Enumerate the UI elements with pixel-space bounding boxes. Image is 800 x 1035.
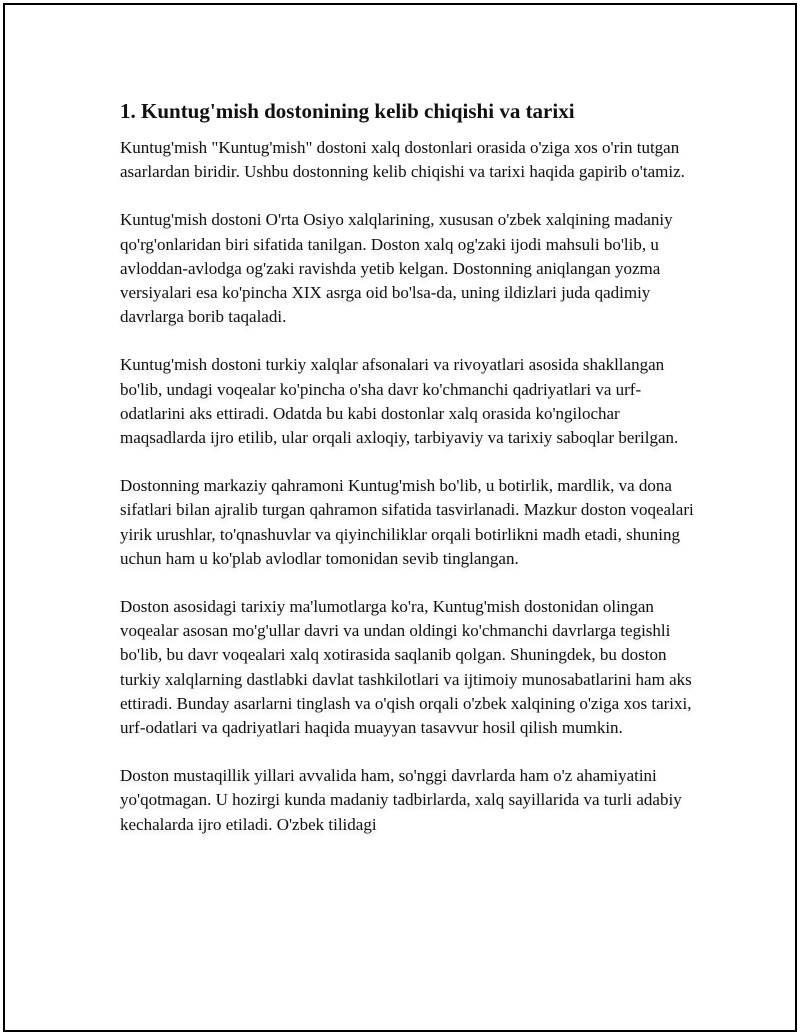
paragraph-5: Doston asosidagi tarixiy ma'lumotlarga ko'ra, Kuntug'mish dostonidan olingan voqealar asosan mo'g'ullar davri va undan oldingi ko'chmanchi davrlarga tegishli bo'lib, bu davr voqealari xalq xotirasida saqlanib qolgan. Shuningdek, bu doston turkiy xalqlarning dastlabki davlat tashkilotlari va ijtimoiy munosabatlarini ham aks ettiradi. Bunday asarlarni tinglash va o'qish orqali o'zbek xalqining o'ziga xos tarixi, urf-odatlari va qadriyatlari haqida muayyan tasavvur hosil qilish mumkin. — [120, 597, 692, 738]
paragraph-1: Kuntug'mish "Kuntug'mish" dostoni xalq dostonlari orasida o'ziga xos o'rin tutgan asarlardan biridir. Ushbu dostonning kelib chiqishi va tarixi haqida gapirib o'tamiz. — [120, 138, 685, 182]
paragraph-4: Dostonning markaziy qahramoni Kuntug'mish bo'lib, u botirlik, mardlik, va dona sifatlari bilan ajralib turgan qahramon sifatida tasvirlanadi. Mazkur doston voqealari yirik urushlar, to'qnashuvlar va qiyinchiliklar orqali botirlikni madh etadi, shuning uchun ham u ko'plab avlodlar tomonidan sevib tinglangan. — [120, 476, 694, 568]
paragraph-2: Kuntug'mish dostoni O'rta Osiyo xalqlarining, xususan o'zbek xalqining madaniy qo'rg'onlaridan biri sifatida tanilgan. Doston xalq og'zaki ijodi mahsuli bo'lib, u avloddan-avlodga og'zaki ravishda yetib kelgan. Dostonning aniqlangan yozma versiyalari esa ko'pincha XIX asrga oid bo'lsa-da, uning ildizlari juda qadimiy davrlarga borib taqaladi. — [120, 210, 673, 327]
paragraph-3: Kuntug'mish dostoni turkiy xalqlar afsonalari va rivoyatlari asosida shakllangan bo'lib, undagi voqealar ko'pincha o'sha davr ko'chmanchi qadriyatlari va urf-odatlarini aks ettiradi. Odatda bu kabi dostonlar xalq orasida ko'ngilochar maqsadlarda ijro etilib, ular orqali axloqiy, tarbiyaviy va tarixiy saboqlar berilgan. — [120, 355, 679, 448]
section-heading: 1. Kuntug'mish dostonining kelib chiqishi va tarixi — [120, 99, 575, 123]
document-page — [3, 3, 797, 1032]
document-body — [120, 95, 700, 861]
paragraph-6: Doston mustaqillik yillari avvalida ham, so'nggi davrlarda ham o'z ahamiyatini yo'qotmagan. U hozirgi kunda madaniy tadbirlarda, xalq sayillarida va turli adabiy kechalarda ijro etiladi. O'zbek tilidagi — [120, 766, 682, 834]
